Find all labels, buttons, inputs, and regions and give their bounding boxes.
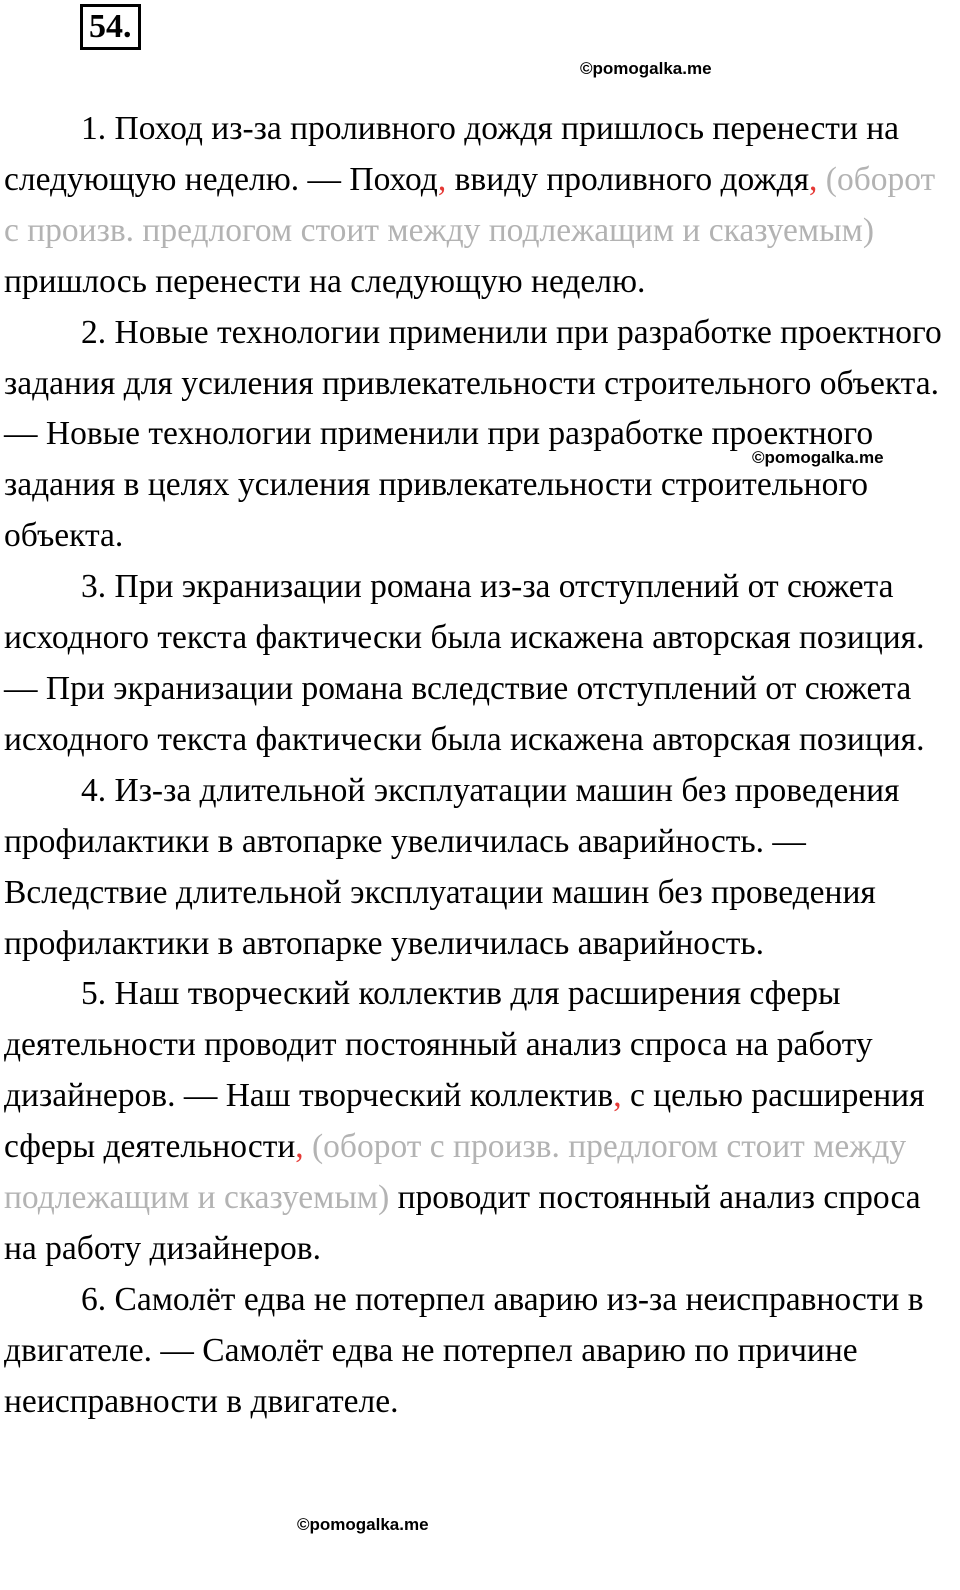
item-1-part-b: ввиду проливного дождя	[446, 160, 810, 198]
red-comma: ,	[437, 160, 447, 198]
item-1-part-c: пришлось перенести на следующую неделю.	[4, 262, 646, 300]
task-number: 54.	[80, 4, 141, 50]
red-comma: ,	[295, 1128, 304, 1166]
item-5-part-a: 5. Наш творческий коллектив для расширения сферы деятельности проводит постоянный анализ спроса на работу дизайнеров. — Наш творческий коллектив	[4, 975, 873, 1115]
watermark-top: ©pomogalka.me	[580, 59, 712, 78]
item-5	[4, 969, 956, 1274]
item-5-part-c: проводит постоянный анализ спроса на работу дизайнеров.	[4, 1179, 921, 1267]
item-5-part-b: с целью расширения сферы деятельности	[4, 1077, 925, 1166]
red-comma: ,	[613, 1077, 622, 1115]
item-1-note: (оборот с произв. предлогом стоит между подлежащим и сказуемым)	[4, 160, 936, 249]
item-1-part-a: 1. Поход из-за проливного дождя пришлось перенести на следующую неделю. — Поход	[4, 110, 900, 198]
item-5-note: (оборот с произв. предлогом стоит между подлежащим и сказуемым)	[4, 1128, 907, 1217]
item-6: 6. Самолёт едва не потерпел аварию из-за неисправности в двигателе. — Самолёт едва не потерпел аварию по причине неисправности в двигателе.	[4, 1280, 924, 1420]
watermark-bottom: ©pomogalka.me	[297, 1515, 429, 1534]
item-3: 3. При экранизации романа из-за отступлений от сюжета исходного текста фактически была искажена авторская позиция. — При экранизации романа вследствие отступлений от сюжета исходного текста фактически была искажена авторская позиция.	[4, 568, 925, 758]
red-comma: ,	[809, 160, 818, 198]
item-2: 2. Новые технологии применили при разработке проектного задания для усиления привлекательности строительного объекта. — Новые технологии применили при разработке проектного задания в целях усиления привлекательности строительного объекта.	[4, 313, 942, 555]
exercise-text	[4, 104, 956, 1428]
item-4: 4. Из-за длительной эксплуатации машин без проведения профилактики в автопарке увеличилась аварийность. — Вследствие длительной эксплуатации машин без проведения профилактики в автопарке увеличилась аварийность.	[4, 771, 900, 962]
item-1	[4, 104, 956, 308]
watermark-middle: ©pomogalka.me	[752, 448, 884, 467]
